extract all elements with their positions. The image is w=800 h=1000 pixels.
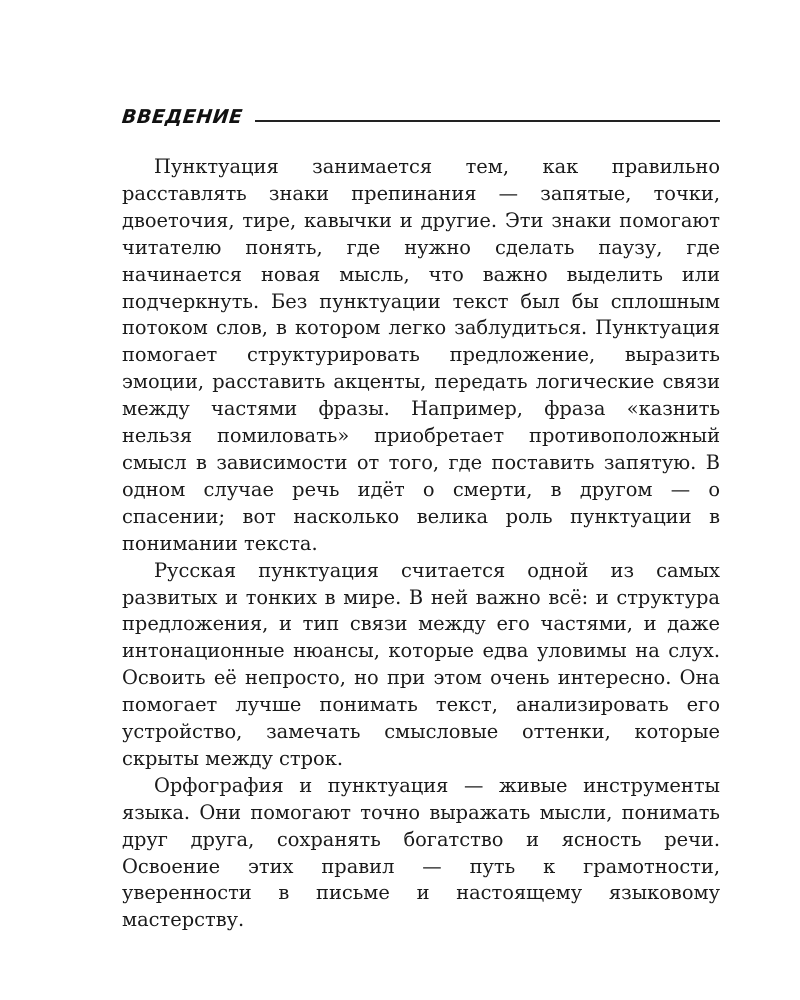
- header-rule: [255, 120, 720, 122]
- body-text: [122, 154, 720, 934]
- paragraph-3: Орфография и пунктуация — живые инструменты языка. Они помогают точно выражать мысли, понимать друг друга, сохранять богатство и ясность речи. Освоение этих правил — путь к грамотности, уверенности в письме и настоящему языковому мастерству.: [122, 773, 720, 932]
- paragraph-1: Пунктуация занимается тем, как правильно расставлять знаки препинания — запятые, точки, двоеточия, тире, кавычки и другие. Эти знаки помогают читателю понять, где нужно сделать паузу, где начинается новая мысль, что важно выделить или подчеркнуть. Без пунктуации текст был бы сплошным потоком слов, в котором легко заблудиться. Пунктуация помогает структурировать предложение, выразить эмоции, расставить акценты, передать логические связи между частями фразы. Например, фраза «казнить нельзя помиловать» приобретает противоположный смысл в зависимости от того, где поставить запятую. В одном случае речь идёт о смерти, в другом — о спасении; вот насколько велика роль пунктуации в понимании текста.: [122, 155, 720, 555]
- paragraph-2: Русская пунктуация считается одной из самых развитых и тонких в мире. В ней важно всё: и структура предложения, и тип связи между его частями, и даже интонационные нюансы, которые едва уловимы на слух. Освоить её непросто, но при этом очень интересно. Она помогает лучше понимать текст, анализировать его устройство, замечать смысловые оттенки, которые скрыты между строк.: [122, 558, 720, 770]
- section-title: ВВЕДЕНИЕ: [120, 106, 244, 128]
- section-header: [122, 102, 720, 132]
